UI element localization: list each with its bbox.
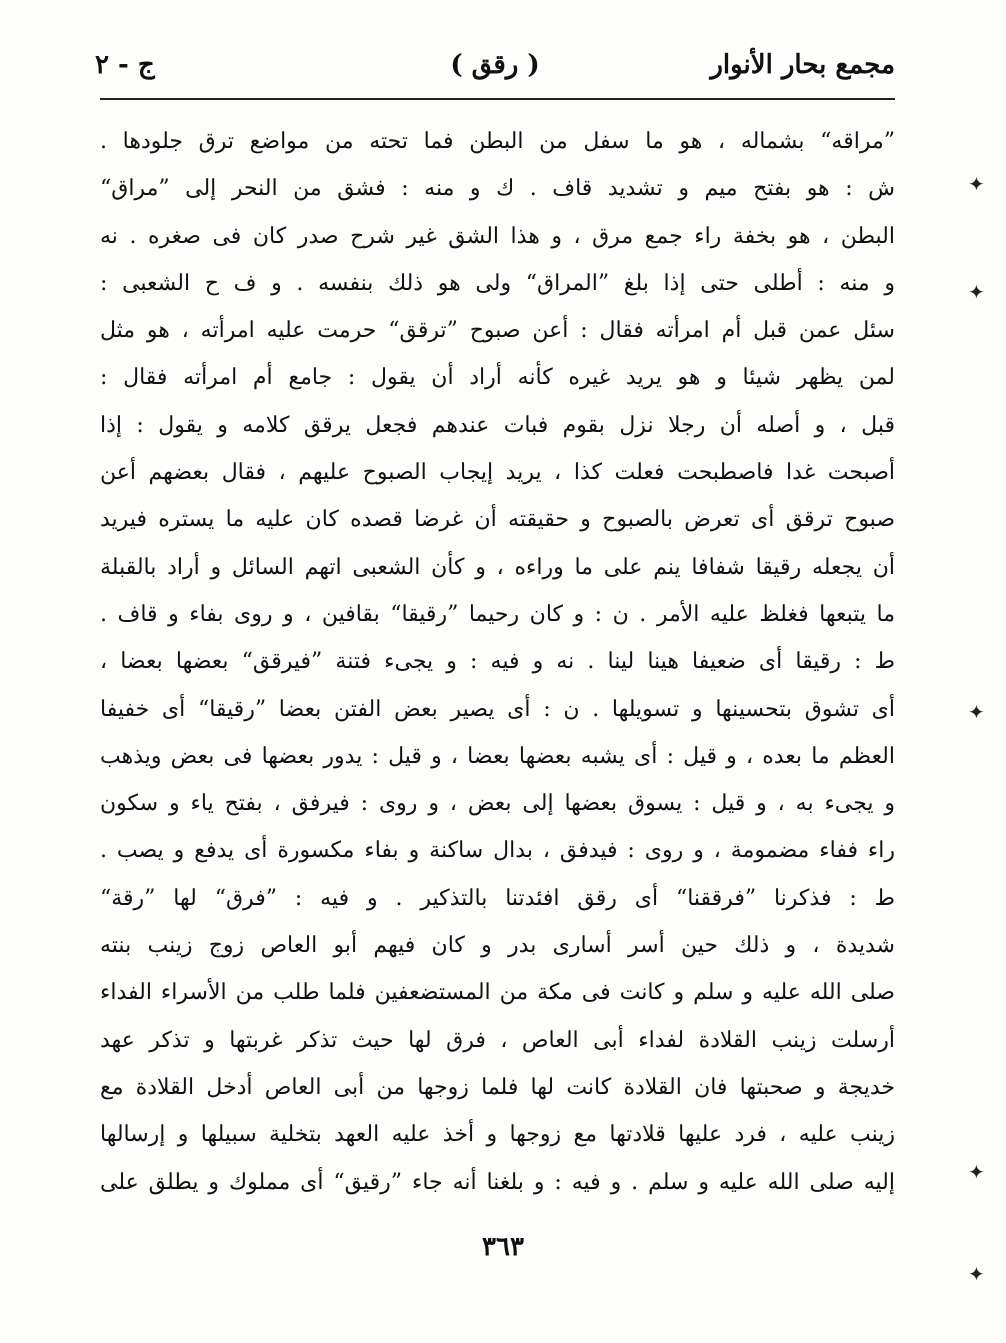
header-root-word: ( رقق ) <box>450 50 540 80</box>
text-line: راء ففاء مضمومة ، و روى : فيدفق ، بدال ساكنة و بفاء مكسورة أى يدفع و يصب . <box>100 838 895 864</box>
margin-mark: ✦ <box>968 1160 985 1184</box>
text-line: و منه : أطلى حتى إذا بلغ ”المراق“ ولى هو ذلك بنفسه . و ف ح الشعبى : <box>100 270 895 296</box>
text-line: ما يتبعها فغلظ عليه الأمر . ن : و كان رحيما ”رقيقا“ بقافين ، و روى بفاء و قاف . <box>100 601 895 627</box>
margin-mark: ✦ <box>968 700 985 724</box>
header-rule <box>100 98 895 100</box>
text-line: أصبحت غدا فاصطبحت فعلت كذا ، يريد إيجاب الصبوح عليهم ، فقال بعضهم أعن <box>100 460 895 486</box>
text-line: و يجىء به ، و قيل : يسوق بعضها إلى بعض ، و روى : فيرفق ، بفتح ياء و سكون <box>100 791 895 817</box>
margin-mark: ✦ <box>968 1262 985 1286</box>
text-line: خديجة و صحبتها فان القلادة كانت لها فلما زوجها من أبى العاص أدخل القلادة مع <box>100 1074 895 1100</box>
margin-mark: ✦ <box>968 280 985 304</box>
body-text <box>100 118 895 1206</box>
text-line: أن يجعله رقيقا شفافا ينم على ما وراءه ، و كأن الشعبى اتهم السائل و أراد بالقبلة <box>100 554 895 580</box>
text-line: قبل ، و أصله أن رجلا نزل بقوم فبات عندهم فجعل يرقق كلامه و يقول : إذا <box>100 412 895 438</box>
text-line: صبوح ترقق أى تعرض بالصبوح و حقيقته أن غرضا قصده كان عليه ما يستره فيريد <box>100 507 895 533</box>
text-line: سئل عمن قبل أم امرأته فقال : أعن صبوح ”ترقق“ حرمت عليه امرأته ، هو مثل <box>100 318 895 344</box>
text-line: العظم ما بعده ، و قيل : أى يشبه بعضها بعضا ، و قيل : يدور بعضها فى بعض ويذهب <box>100 743 895 769</box>
text-line: أى تشوق بتحسينها و تسويلها . ن : أى يصير بعض الفتن بعضا ”رقيقا“ أى خفيفا <box>100 696 895 722</box>
text-line: زينب عليه ، فرد عليها قلادتها مع زوجها و أخذ عليه العهد بتخلية سبيلها و إرسالها <box>100 1122 895 1148</box>
margin-mark: ✦ <box>968 172 985 196</box>
text-line: ش : هو بفتح ميم و تشديد قاف . ك و منه : فشق من النحر إلى ”مراق“ <box>100 176 895 202</box>
text-line: صلى الله عليه و سلم و كانت فى مكة من المستضعفين فلما طلب من الأسراء الفداء <box>100 980 895 1006</box>
text-line: أرسلت زينب القلادة لفداء أبى العاص ، فرق لها حيث تذكر غربتها و تذكر عهد <box>100 1027 895 1053</box>
text-line: ط : رقيقا أى ضعيفا هينا لينا . نه و فيه : و يجىء فتنة ”فيرقق“ بعضها بعضا ، <box>100 649 895 675</box>
text-line: البطن ، هو بخفة راء جمع مرق ، و هذا الشق غير شرح صدر كان فى صغره . نه <box>100 223 895 249</box>
text-line: ط : فذكرنا ”فرققنا“ أى رقق افئدتنا بالتذكير . و فيه : ”فرق“ لها ”رقة“ <box>100 885 895 911</box>
header-volume: ج - ٢ <box>95 50 155 80</box>
text-line: إليه صلى الله عليه و سلم . و فيه : و بلغنا أنه جاء ”رقيق“ أى مملوك و يطلق على <box>100 1169 895 1195</box>
running-header <box>95 50 895 94</box>
header-book-title: مجمع بحار الأنوار <box>710 50 895 80</box>
page-number: ٣٦٣ <box>482 1232 524 1262</box>
text-line: لمن يظهر شيئا و هو يريد غيره كأنه أراد أن يقول : جامع أم امرأته فقال : <box>100 365 895 391</box>
text-line: شديدة ، و ذلك حين أسر أسارى بدر و كان فيهم أبو العاص زوج زينب بنته <box>100 933 895 959</box>
text-line: ”مراقه“ بشماله ، هو ما سفل من البطن فما تحته من مواضع ترق جلودها . <box>100 129 895 154</box>
